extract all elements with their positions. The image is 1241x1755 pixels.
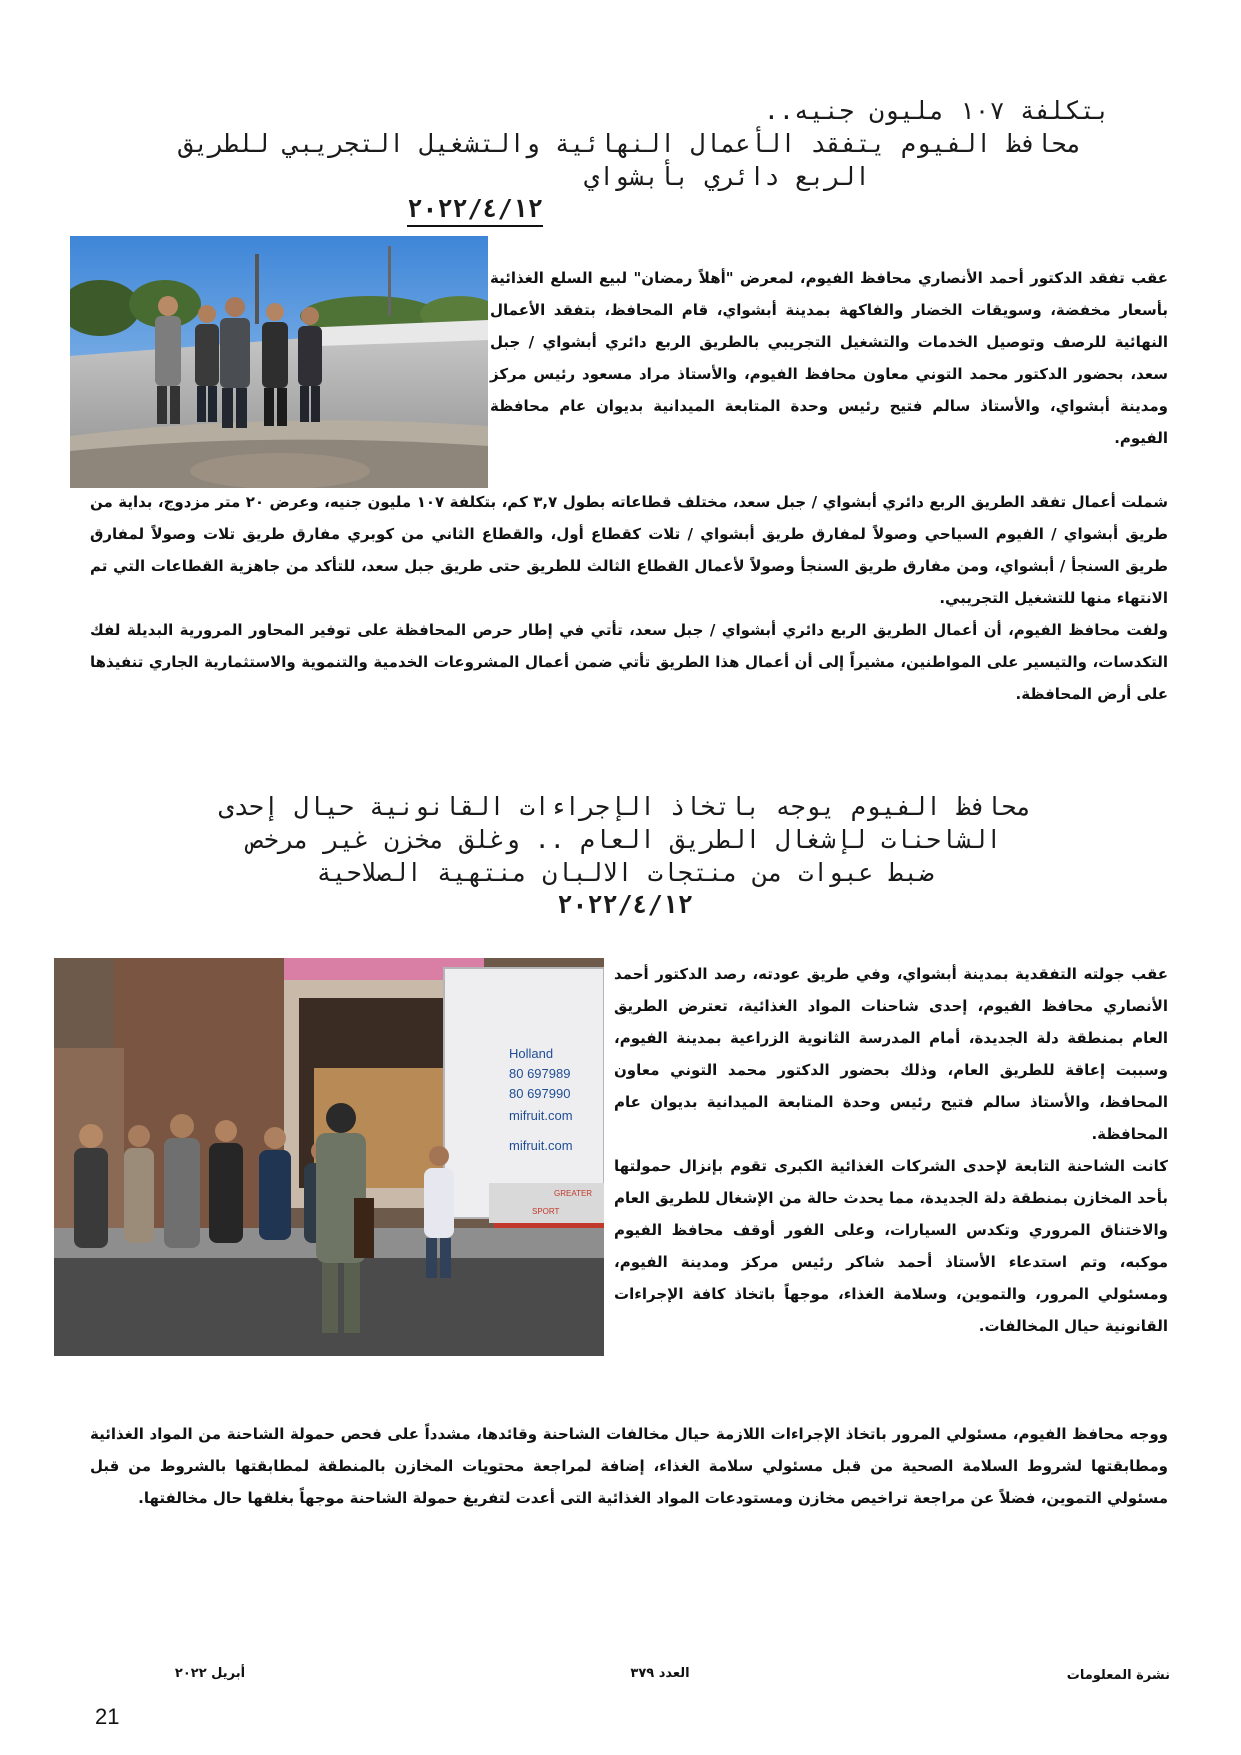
article2-paragraph: ووجه محافظ الفيوم، مسئولي المرور باتخاذ الإجراءات اللازمة حيال مخالفات الشاحنة وقائدها، مشدداً على فحص حمولة الشاحنة من المواد الغذائية ومطابقتها لشروط السلامة الصحية من قبل مسئولي سلامة الغذاء، إضافة لمراجعة محتويات المخازن بالمنطقة لمطابقتها بالشروط من قبل مسئولي التموين، فضلاً عن مراجعة تراخيص مخازن ومستودعات المواد الغذائية التى أعدت لتفريغ حمولة الشاحنة موجهاً بغلقها حال مخالفتها. [90, 1425, 1168, 1507]
article2-headline [120, 790, 1130, 921]
article2-date: ٢٠٢٢/٤/١٢ [557, 890, 693, 919]
truck-label: Holland [509, 1046, 554, 1061]
page-number: 21 [95, 1704, 120, 1729]
article1-body [90, 486, 1168, 710]
headline-line: بتكلفة ١٠٧ مليون جنيه.. [763, 96, 1110, 125]
truck-label: mifruit.com [509, 1138, 573, 1153]
article2-paragraph: كانت الشاحنة التابعة لإحدى الشركات الغذائية الكبرى تقوم بإنزال حمولتها بأحد المخازن بمنطقة دلة الجديدة، مما يحدث حالة من الإشغال للطريق العام والاختناق المروري وتكدس السيارات، وعلى الفور أوقف محافظ الفيوم موكبه، وتم استدعاء الأستاذ أحمد شاكر رئيس مركز ومدينة الفيوم، ومسئولي المرور، والتموين، وسلامة الغذاء، موجهاً باتخاذ كافة الإجراءات القانونية حيال المخالفات. [614, 1157, 1168, 1335]
article1-intro [490, 262, 1168, 454]
article1-date: ٢٠٢٢/٤/١٢ [407, 193, 542, 227]
article1-headline [90, 94, 1170, 227]
article2-side-text [614, 958, 1168, 1342]
article1-paragraph: ولفت محافظ الفيوم، أن أعمال الطريق الربع دائري أبشواي / جبل سعد، تأتي في إطار حرص المحافظة على توفير المحاور المرورية البديلة لفك التكدسات، والتيسير على المواطنين، مشيراً إلى أن أعمال هذا الطريق تأتي ضمن أعمال المشروعات الخدمية والتنموية والاستثمارية الجاري تنفيذها على أرض المحافظة. [90, 621, 1168, 703]
article2-paragraph: عقب جولته التفقدية بمدينة أبشواي، وفي طريق عودته، رصد الدكتور أحمد الأنصاري محافظ الفيوم، إحدى شاحنات المواد الغذائية، تعترض الطريق العام بمنطقة دلة الجديدة، أمام المدرسة الثانوية الزراعية بمدينة الفيوم، وسببت إعاقة للطريق العام، وذلك بحضور الدكتور محمد التوني معاون المحافظ، والأستاذ سالم فتيح رئيس وحدة المتابعة الميدانية بديوان عام المحافظة. [614, 965, 1168, 1143]
headline-line: محافظ الفيوم يوجه باتخاذ الإجراءات القانونية حيال إحدى [218, 792, 1032, 821]
truck-violation-image [54, 958, 604, 1356]
road-inspection-photo [70, 236, 488, 488]
article1-intro-paragraph: عقب تفقد الدكتور أحمد الأنصاري محافظ الفيوم، لمعرض "أهلاً رمضان" لبيع السلع الغذائية بأسعار مخفضة، وسويقات الخضار والفاكهة بمدينة أبشواي، قام المحافظ، بتفقد الأعمال النهائية للرصف وتوصيل الخدمات والتشغيل التجريبي بالطريق الربع دائري أبشواي / جبل سعد، بحضور الدكتور محمد التوني معاون محافظ الفيوم، والأستاذ مراد مسعود رئيس مركز ومدينة أبشواي، والأستاذ سالم فتيح رئيس وحدة المتابعة الميدانية بديوان عام محافظة الفيوم. [490, 269, 1168, 447]
footer-month: أبريل ٢٠٢٢ [174, 1666, 246, 1681]
headline-line: ضبط عبوات من منتجات الالبان منتهية الصلاحية [316, 858, 934, 887]
article1-paragraph: شملت أعمال تفقد الطريق الربع دائري أبشواي / جبل سعد، مختلف قطاعاته بطول ٣,٧ كم، بتكلفة ١٠٧ مليون جنيه، وعرض ٢٠ متر مزدوج، بداية من طريق أبشواي / الفيوم السياحي وصولاً لمفارق طريق أبشواي / تلات كقطاع أول، والقطاع الثاني من كوبري مفارق طريق تلات وصولاً لمفارق طريق السنجأ / أبشواي، ومن مفارق طريق السنجأ وصولاً لأعمال القطاع الثالث للطريق حتى طريق جبل سعد، للتأكد من جاهزية القطاعات التي تم الانتهاء منها للتشغيل التجريبي. [90, 493, 1168, 607]
headline-line: الشاحنات لإشغال الطريق العام .. وغلق مخزن غير مرخص [248, 825, 1002, 854]
road-inspection-image [70, 236, 488, 488]
article2-body [90, 1418, 1168, 1514]
truck-label: SPORT [532, 1207, 560, 1216]
footer-publication: نشرة المعلومات [1066, 1668, 1170, 1683]
truck-label: GREATER [554, 1189, 593, 1198]
headline-line: الربع دائري بأبشواي [584, 162, 870, 191]
truck-label: 80 697990 [509, 1086, 571, 1101]
headline-line: محافظ الفيوم يتفقد الأعمال النهائية والتشغيل التجريبي للطريق [178, 129, 1082, 158]
footer-issue: العدد ٣٧٩ [630, 1666, 690, 1681]
truck-label: mifruit.com [509, 1108, 573, 1123]
truck-violation-photo [54, 958, 604, 1356]
truck-label: 80 697989 [509, 1066, 571, 1081]
